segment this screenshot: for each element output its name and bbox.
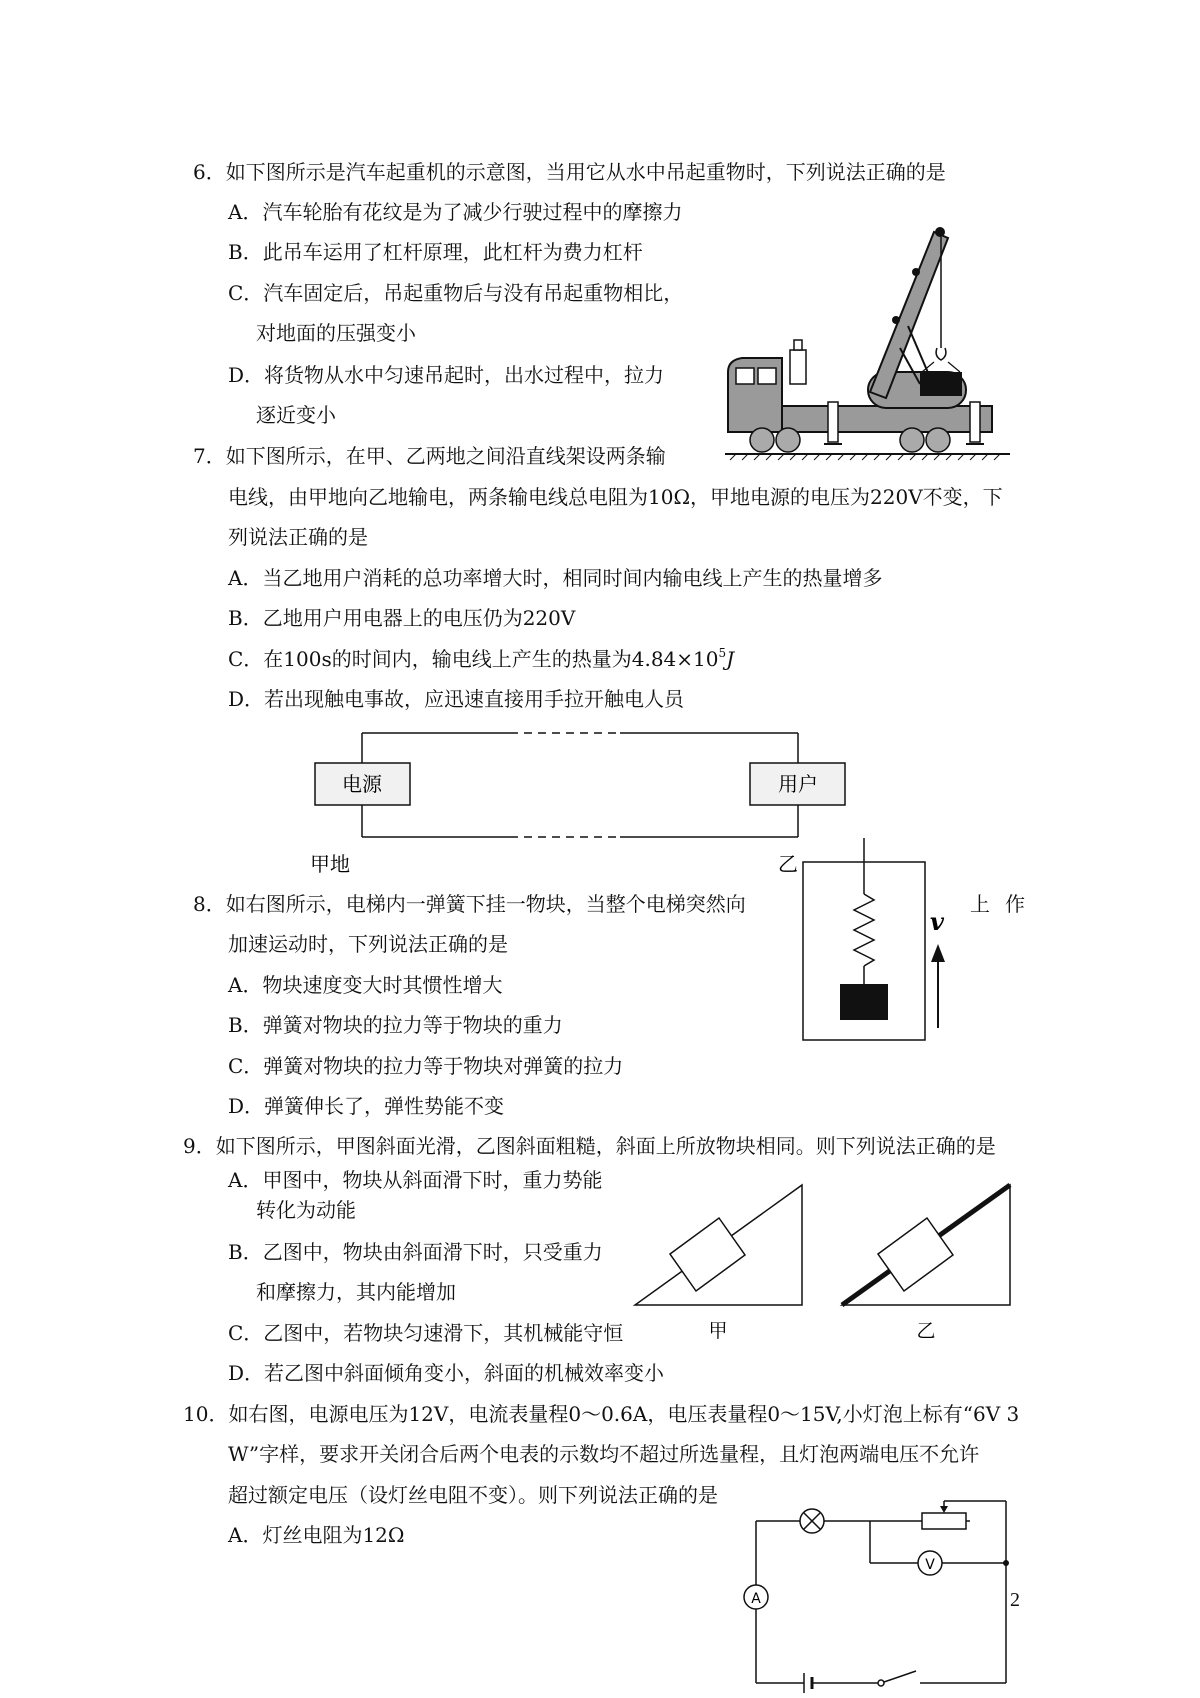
q10-stem-line2: W”字样，要求开关闭合后两个电表的示数均不超过所选量程，且灯泡两端电压不允许 [228,1442,980,1466]
q9-option-a-line2: 转化为动能 [256,1198,356,1222]
q7-option-c [228,646,735,671]
yi-location-label: 乙 [778,852,798,875]
q7-option-d: D．若出现触电事故，应迅速直接用手拉开触电人员 [228,687,685,711]
jia-location-label: 甲地 [310,852,350,875]
q8-option-c: C．弹簧对物块的拉力等于物块对弹簧的拉力 [228,1054,624,1078]
ammeter-label: A [751,1591,761,1607]
q6-stem: 6．如下图所示是汽车起重机的示意图，当用它从水中吊起重物时，下列说法正确的是 [193,160,946,184]
jia-figure-label: 甲 [708,1320,728,1342]
q7-option-a: A．当乙地用户消耗的总功率增大时，相同时间内输电线上产生的热量增多 [228,566,883,590]
q8-stem-line1: 8．如右图所示，电梯内一弹簧下挂一物块，当整个电梯突然向 [193,892,746,916]
page-number: 2 [1010,1589,1020,1611]
q7-option-b: B．乙地用户用电器上的电压仍为220V [228,606,576,630]
q8-stem-line1-end1: 上 [970,892,990,916]
q6-option-c-line2: 对地面的压强变小 [256,321,416,345]
q7-option-c-unit: J [726,647,735,671]
circuit-figure [740,1497,1020,1697]
power-line-figure [310,725,850,875]
yi-figure-label: 乙 [916,1320,936,1342]
q6-option-d-line1: D．将货物从水中匀速吊起时，出水过程中，拉力 [228,363,665,387]
q9-stem: 9．如下图所示，甲图斜面光滑，乙图斜面粗糙，斜面上所放物块相同。则下列说法正确的是 [183,1134,996,1158]
q10-stem-line3: 超过额定电压（设灯丝电阻不变）。则下列说法正确的是 [228,1483,718,1507]
q8-stem-line2: 加速运动时，下列说法正确的是 [228,932,508,956]
q9-option-d: D．若乙图中斜面倾角变小，斜面的机械效率变小 [228,1361,665,1385]
q9-option-c: C．乙图中，若物块匀速滑下，其机械能守恒 [228,1321,624,1345]
q8-option-b: B．弹簧对物块的拉力等于物块的重力 [228,1013,563,1037]
q10-option-a: A．灯丝电阻为12Ω [228,1523,405,1547]
q9-option-b-line1: B．乙图中，物块由斜面滑下时，只受重力 [228,1240,603,1264]
velocity-label: v [930,907,944,936]
q6-option-b: B．此吊车运用了杠杆原理，此杠杆为费力杠杆 [228,240,643,264]
q10-stem-line1: 10．如右图，电源电压为12V，电流表量程0～0.6A，电压表量程0～15V,小灯泡上标有“6V 3 [183,1402,1020,1426]
q9-option-a-line1: A．甲图中，物块从斜面滑下时，重力势能 [228,1168,603,1192]
crane-truck-figure [720,222,1020,462]
q7-option-c-exponent: 5 [718,646,727,660]
q6-option-a: A．汽车轮胎有花纹是为了减少行驶过程中的摩擦力 [228,200,683,224]
q7-stem-line2: 电线，由甲地向乙地输电，两条输电线总电阻为10Ω，甲地电源的电压为220V不变，下 [228,485,1003,509]
q7-stem-line1: 7．如下图所示，在甲、乙两地之间沿直线架设两条输 [193,444,666,468]
q8-option-a: A．物块速度变大时其惯性增大 [228,973,503,997]
q9-option-b-line2: 和摩擦力，其内能增加 [256,1280,456,1304]
q6-option-d-line2: 逐近变小 [256,403,336,427]
q7-stem-line3: 列说法正确的是 [228,525,368,549]
q6-option-c-line1: C．汽车固定后，吊起重物后与没有吊起重物相比， [228,281,684,305]
user-box-label: 用户 [778,772,818,796]
source-box-label: 电源 [342,772,382,796]
q7-option-c-text: C．在100s的时间内，输电线上产生的热量为4.84×10 [228,647,719,671]
q8-stem-line1-end2: 作 [1005,892,1025,916]
elevator-spring-figure [800,838,970,1042]
voltmeter-label: V [925,1557,935,1573]
incline-planes-figure [630,1175,1020,1345]
q8-option-d: D．弹簧伸长了，弹性势能不变 [228,1094,505,1118]
